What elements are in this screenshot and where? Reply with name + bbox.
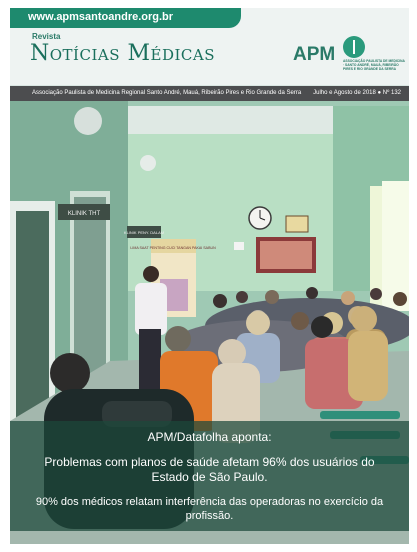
wall-frame (286, 216, 308, 232)
wall-switch (234, 242, 244, 250)
ceiling-fan-icon (74, 107, 102, 135)
man-cap (165, 326, 191, 352)
website-url[interactable]: www.apmsantoandre.org.br (28, 11, 174, 23)
revista-label: Revista (32, 32, 61, 41)
right-window-light (382, 181, 409, 311)
caduceus-icon (343, 36, 365, 58)
association-name: Associação Paulista de Medicina Regional Santo André, Mauá, Ribeirão Pires e Rio Grande da Serra (32, 90, 302, 96)
man-cap-2 (311, 316, 333, 338)
standing-woman (135, 283, 167, 335)
website-url-bar[interactable] (10, 8, 241, 28)
caption-headline: APM/Datafolha aponta: (147, 430, 272, 444)
magazine-title: Notícias Médicas (30, 41, 215, 66)
left-door (16, 211, 49, 421)
ceiling (128, 106, 333, 134)
apm-logo-text: APM (293, 44, 336, 65)
bulletin-board-inner (260, 241, 312, 269)
foreground-man-head (50, 353, 90, 393)
woman-hijab-2 (351, 306, 377, 332)
association-strip (10, 86, 409, 101)
caption-line-1: Problemas com planos de saúde afetam 96% dos usuários do Estado de São Paulo. (44, 455, 375, 484)
clinic-sign-text: KLINIK THT (67, 211, 101, 217)
issue-info: Julho e Agosto de 2018 ● Nº 132 (313, 90, 401, 96)
woman-hijab (218, 339, 246, 367)
ceiling-fan-2-icon (140, 155, 156, 171)
standing-woman-head (143, 266, 159, 282)
cover-caption (10, 421, 409, 531)
apm-logo-subtitle: ASSOCIAÇÃO PAULISTA DE MEDICINA · SANTO ANDRÉ, MAUÁ, RIBEIRÃO PIRES E RIO GRANDE DA SERRA (343, 59, 405, 71)
waiting-chairs (320, 411, 400, 419)
clinic-sign-2-text: KLINIK PENY. DALAM (123, 230, 165, 235)
poster-text: LIMA SAAT PENTING CUCI TANGAN PAKAI SABUN (130, 246, 216, 250)
caption-line-2: 90% dos médicos relatam interferência das operadoras no exercício da profissão. (35, 496, 384, 522)
apm-logo (293, 36, 403, 76)
cover (10, 8, 409, 544)
